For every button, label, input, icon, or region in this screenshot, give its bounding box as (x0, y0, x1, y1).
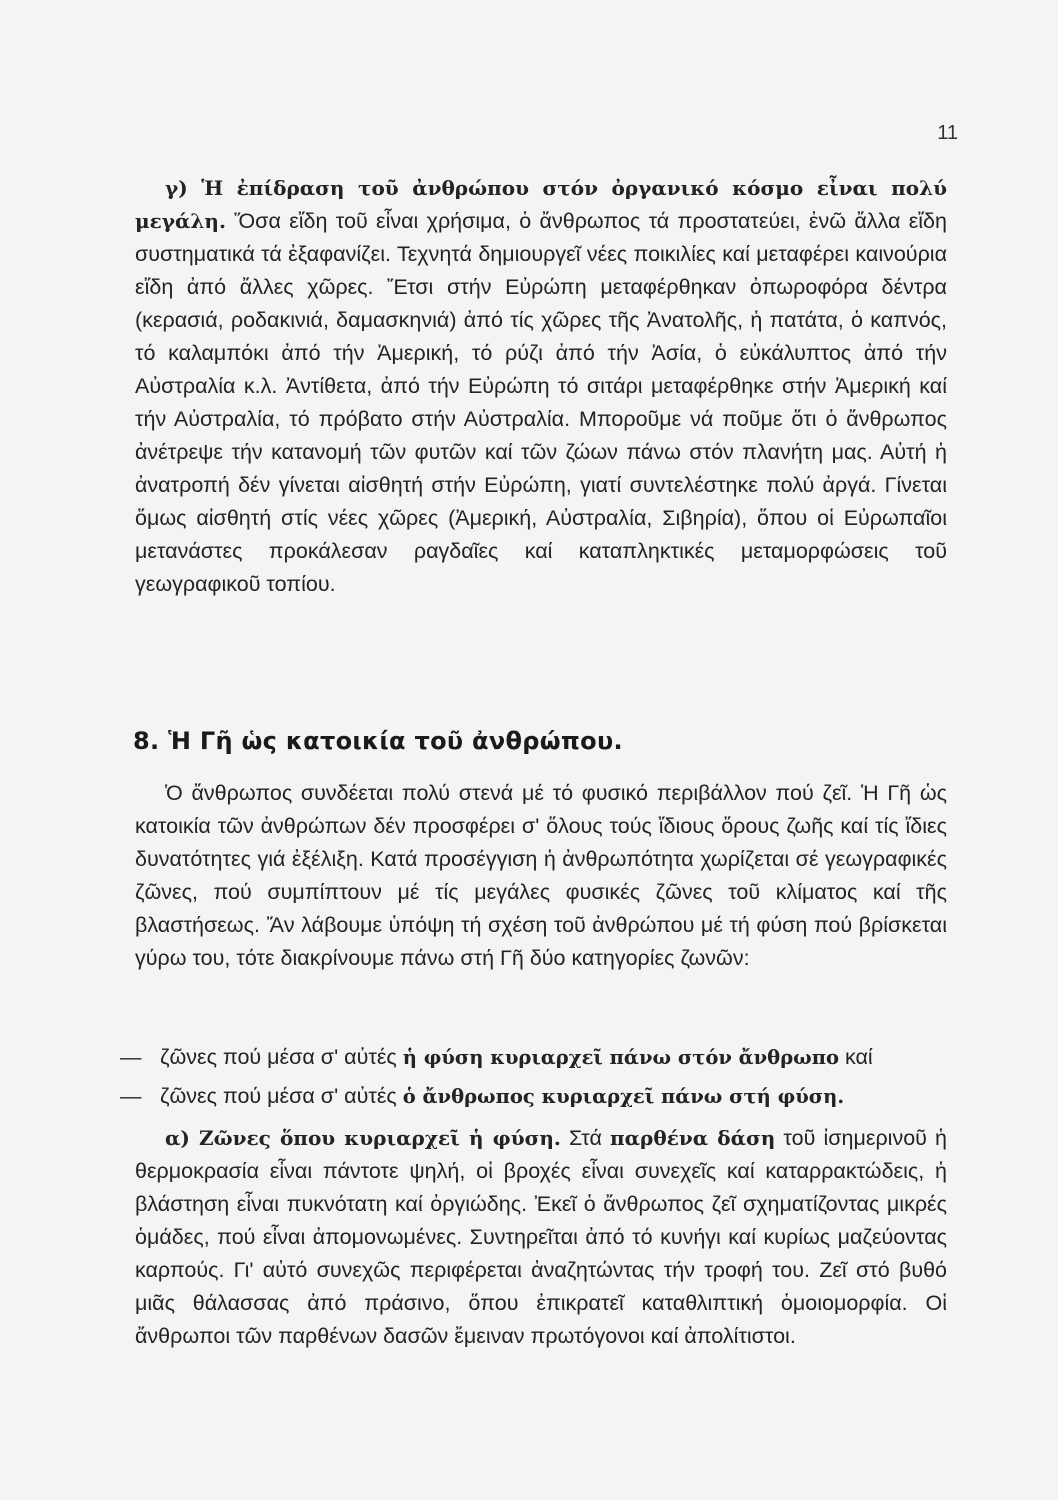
paragraph-human-impact (135, 172, 947, 601)
paragraph-earth-as-home: Ὁ ἄνθρωπος συνδέεται πολύ στενά μέ τό φυσικό περιβάλλον πού ζεῖ. Ἡ Γῆ ὡς κατοικία τῶν ἀνθρώπων δέν προσφέρει σ' ὅλους τούς ἴδιους ὅρους ζωῆς καί τίς ἴδιες δυνατότητες γιά ἐξέλιξη. Κατά προσέγγιση ἡ ἀνθρωπότητα χωρίζεται σέ γεωγραφικές ζῶνες, πού συμπίπτουν μέ τίς μεγάλες φυσικές ζῶνες τοῦ κλίματος καί τῆς βλαστήσεως. Ἄν λάβουμε ὑπόψη τή σχέση τοῦ ἀνθρώπου μέ τή φύση πού βρίσκεται γύρω του, τότε διακρίνουμε πάνω στή Γῆ δύο κατηγορίες ζωνῶν: (135, 781, 947, 970)
list-item-suffix: καί (839, 1045, 873, 1069)
list-item-emphasis: ὁ ἄνθρωπος κυριαρχεῖ πάνω στή φύση. (402, 1085, 845, 1108)
dash-marker: — (120, 1084, 142, 1108)
page-number: 11 (937, 122, 958, 144)
list-item-text: ζῶνες πού μέσα σ' αὐτές (160, 1084, 403, 1108)
paragraph-text-b: τοῦ ἰσημερινοῦ ἡ θερμοκρασία εἶναι πάντοτε ψηλή, οἱ βροχές εἶναι συνεχεῖς καί καταρρακτώδεις, ἡ βλάστηση εἶναι πυκνότατη καί ὀργιώδης. Ἐκεῖ ὁ ἄνθρωπος ζεῖ σχηματίζοντας μικρές ὁμάδες, πού εἶναι ἀπομονωμένες. Συντηρεῖται ἀπό τό κυνήγι καί κυρίως μαζεύοντας καρπούς. Γι' αὐτό συνεχῶς περιφέρεται ἀναζητώντας τήν τροφή του. Ζεῖ στό βυθό μιᾶς θάλασσας ἀπό πράσινο, ὅπου ἐπικρατεῖ καταθλιπτική ὁμοιομορφία. Οἱ ἄνθρωποι τῶν παρθένων δασῶν ἔμειναν πρωτόγονοι καί ἀπολίτιστοι. (135, 1126, 948, 1348)
paragraph-body-human-impact: Ὅσα εἴδη τοῦ εἶναι χρήσιμα, ὁ ἄνθρωπος τά προστατεύει, ἐνῶ ἄλλα εἴδη συστηματικά τά ἐξαφανίζει. Τεχνητά δημιουργεῖ νέες ποικιλίες καί μεταφέρει καινούρια εἴδη ἀπό ἄλλες χῶρες. Ἔτσι στήν Εὐρώπη μεταφέρθηκαν ὀπωροφόρα δέντρα (κερασιά, ροδακινιά, δαμασκηνιά) ἀπό τίς χῶρες τῆς Ἀνατολῆς, ἡ πατάτα, ὁ καπνός, τό καλαμπόκι ἀπό τήν Ἀμερική, τό ρύζι ἀπό τήν Ἀσία, ὁ εὐκάλυπτος ἀπό τήν Αὐστραλία κ.λ. Ἀντίθετα, ἀπό τήν Εὐρώπη τό σιτάρι μεταφέρθηκε στήν Ἀμερική καί τήν Αὐστραλία, τό πρόβατο στήν Αὐστραλία. Μποροῦμε νά ποῦμε ὅτι ὁ ἄνθρωπος ἀνέτρεψε τήν κατανομή τῶν φυτῶν καί τῶν ζώων πάνω στόν πλανήτη μας. Αὐτή ἡ ἀνατροπή δέν γίνεται αἰσθητή στήν Εὐρώπη, γιατί συντελέστηκε πολύ ἀργά. Γίνεται ὅμως αἰσθητή στίς νέες χῶρες (Ἀμερική, Αὐστραλία, Σιβηρία), ὅπου οἱ Εὐρωπαῖοι μετανάστες προκάλεσαν ραγδαῖες καί καταπληκτικές μεταμορφώσεις τοῦ γεωγραφικοῦ τοπίου. (135, 209, 947, 596)
bold-term-virgin-forests: παρθένα δάση (610, 1126, 776, 1150)
paragraph-lead-human-impact: γ) Ἡ ἐπίδραση τοῦ ἀνθρώπου στόν ὀργανικό κόσμο εἶναι πολύ μεγάλη. (135, 176, 947, 233)
paragraph-text-a: Στά (560, 1126, 611, 1150)
list-item (120, 1038, 955, 1077)
dash-marker: — (120, 1045, 142, 1069)
paragraph-lead-nature-dominates: α) Ζῶνες ὅπου κυριαρχεῖ ἡ φύση. (165, 1126, 561, 1150)
paragraph-nature-dominates (135, 1122, 947, 1353)
list-item (120, 1077, 955, 1116)
list-item-emphasis: ἡ φύση κυριαρχεῖ πάνω στόν ἄνθρωπο (402, 1046, 840, 1069)
list-item-text: ζῶνες πού μέσα σ' αὐτές (160, 1045, 403, 1069)
section-heading-earth-as-home: 8. Ἡ Γῆ ὡς κατοικία τοῦ ἀνθρώπου. (133, 727, 623, 755)
zone-category-list (120, 1038, 955, 1116)
